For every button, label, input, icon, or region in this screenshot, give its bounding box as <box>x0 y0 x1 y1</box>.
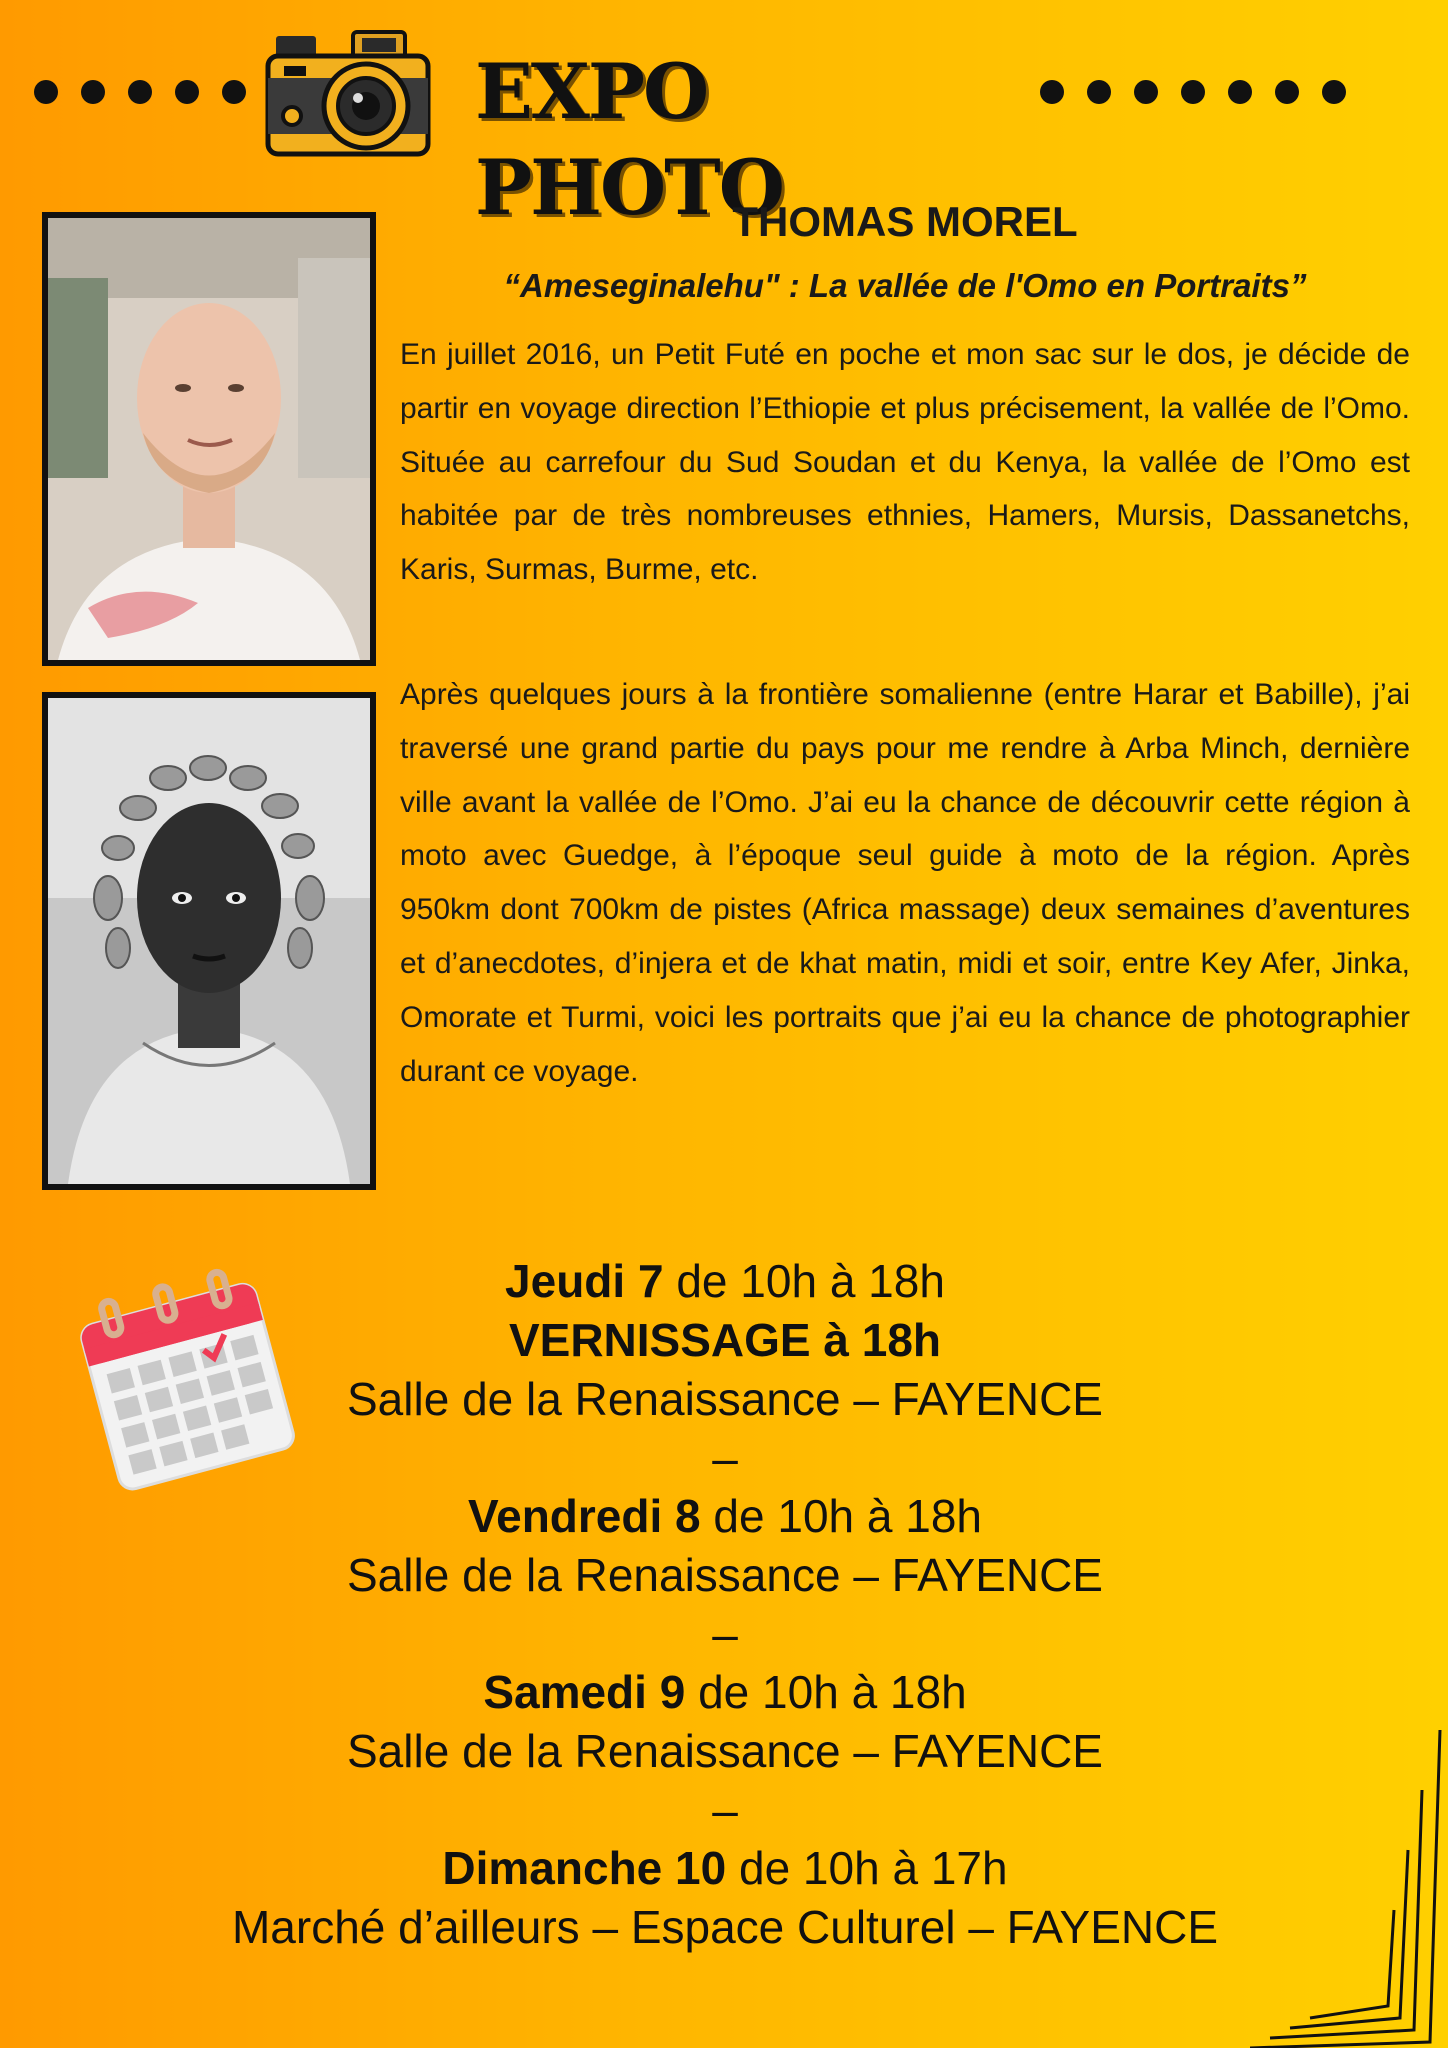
description-paragraph-1: En juillet 2016, un Petit Futé en poche et mon sac sur le dos, je décide de partir en voyage direction l’Ethiopie et plus précisement, la vallée de l’Omo. Située au carrefour du Sud Soudan et du Kenya, la vallée de l’Omo est habitée par de très nombreuses ethnies, Hamers, Mursis, Dassanetchs, Karis, Surmas, Burme, etc. <box>400 338 1410 587</box>
portrait-illustration <box>48 218 370 660</box>
dot <box>34 80 58 104</box>
dot <box>1228 80 1252 104</box>
venue-label: Salle de la Renaissance – FAYENCE <box>347 1549 1103 1601</box>
schedule-jeudi <box>120 1252 1330 1311</box>
dot <box>175 80 199 104</box>
venue-label: Marché d’ailleurs – Espace Culturel – FAYENCE <box>231 1901 1218 1953</box>
dot <box>1322 80 1346 104</box>
separator: – <box>712 1784 738 1836</box>
dot <box>222 80 246 104</box>
dot <box>128 80 152 104</box>
day-label: Dimanche 10 <box>442 1842 727 1894</box>
decorative-corner-lines <box>1250 1730 1448 2048</box>
hours-label: de 10h à 17h <box>726 1842 1008 1894</box>
vernissage-label: VERNISSAGE à 18h <box>508 1314 942 1366</box>
schedule <box>120 1252 1330 1957</box>
dot <box>1275 80 1299 104</box>
decorative-dots-left <box>34 80 293 104</box>
schedule-dimanche <box>120 1839 1330 1898</box>
description-paragraph-2: Après quelques jours à la frontière somalienne (entre Harar et Babille), j’ai traversé une grand partie du pays pour me rendre à Arba Minch, dernière ville avant la vallée de l’Omo. J’ai eu la chance de découvrir cette région à moto avec Guedge, à l’époque seul guide à moto de la région. Après 950km dont 700km de pistes (Africa massage) deux semaines d’aventures et d’anecdotes, d’injera et de khat matin, midi et soir, entre Key Afer, Jinka, Omorate et Turmi, voici les portraits que j’ai eu la chance de photographier durant ce voyage. <box>400 678 1410 1088</box>
omo-child-portrait-photo <box>42 692 376 1190</box>
hours-label: de 10h à 18h <box>663 1255 945 1307</box>
page-title: EXPO PHOTO <box>475 47 783 232</box>
hours-label: de 10h à 18h <box>700 1490 983 1542</box>
dot <box>1087 80 1111 104</box>
dot <box>81 80 105 104</box>
day-label: Jeudi 7 <box>505 1255 664 1307</box>
vintage-camera-icon <box>258 22 438 172</box>
photographer-portrait-photo <box>42 212 376 666</box>
portrait-illustration <box>48 698 370 1184</box>
schedule-vendredi <box>120 1487 1330 1546</box>
decorative-dots-right <box>1040 80 1346 104</box>
venue-label: Salle de la Renaissance – FAYENCE <box>347 1373 1103 1425</box>
day-label: Samedi 9 <box>483 1666 686 1718</box>
hours-label: de 10h à 18h <box>685 1666 967 1718</box>
photographer-name: THOMAS MOREL <box>732 198 1078 245</box>
separator: – <box>712 1608 738 1660</box>
venue-label: Salle de la Renaissance – FAYENCE <box>347 1725 1103 1777</box>
day-label: Vendredi 8 <box>467 1490 701 1542</box>
dot <box>1040 80 1064 104</box>
dot <box>1181 80 1205 104</box>
separator: – <box>712 1432 738 1484</box>
schedule-samedi <box>120 1663 1330 1722</box>
dot <box>1134 80 1158 104</box>
exhibition-subtitle: “Ameseginalehu" : La vallée de l'Omo en Portraits” <box>503 267 1307 304</box>
